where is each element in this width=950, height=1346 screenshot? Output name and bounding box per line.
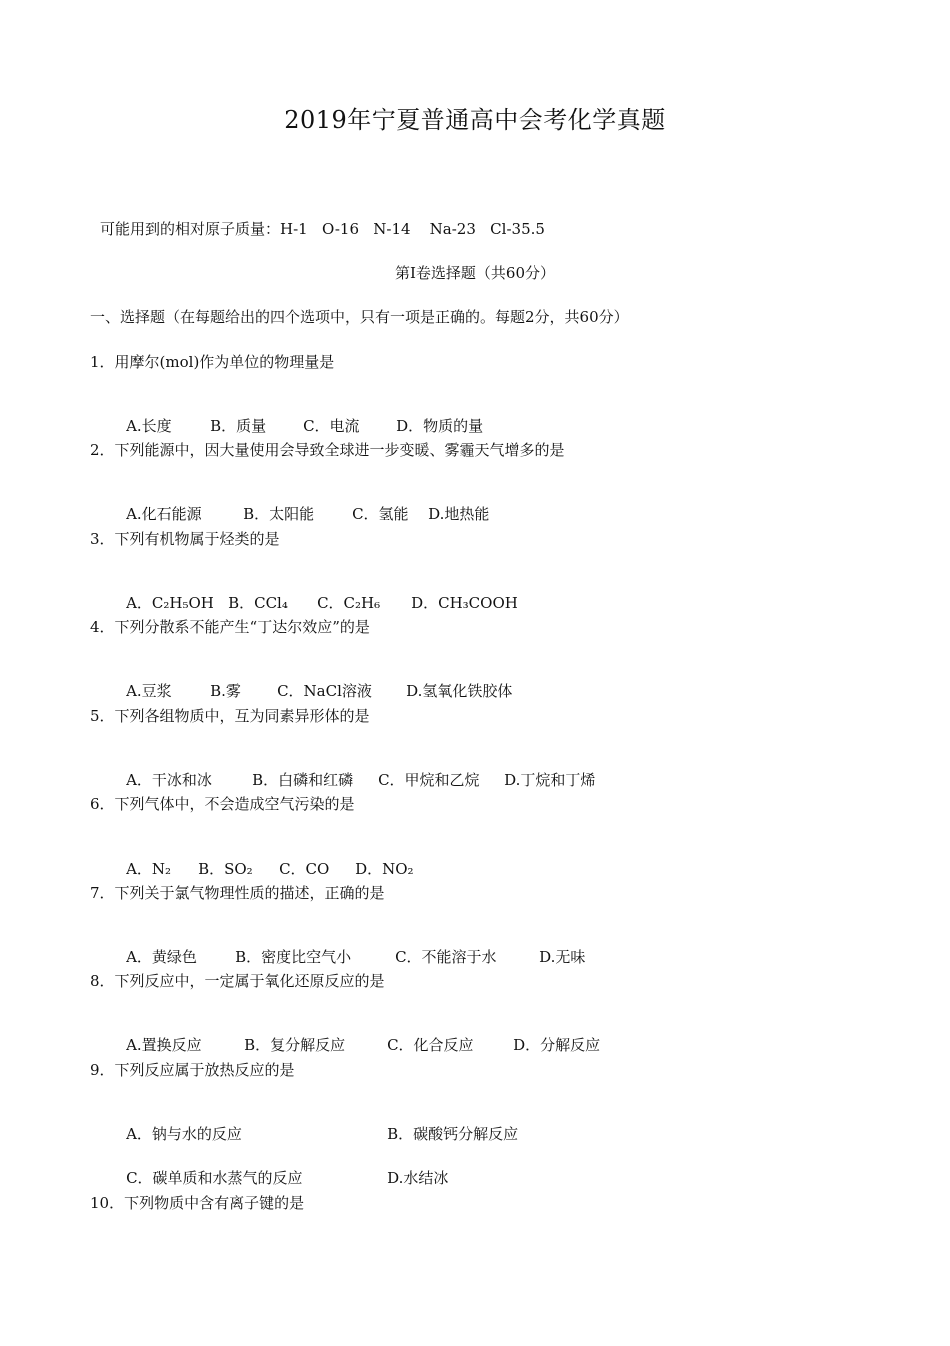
option: B．密度比空气小 (235, 948, 352, 966)
option: A.豆浆 (126, 682, 172, 700)
option: C．碳单质和水蒸气的反应 (126, 1169, 303, 1187)
option: D.地热能 (428, 505, 490, 523)
question-stem: 2．下列能源中，因大量使用会导致全球进一步变暖、雾霾天气增多的是 (90, 441, 565, 459)
option: A.化石能源 (126, 505, 202, 523)
option: A．钠与水的反应 (126, 1125, 242, 1143)
option: C．C₂H₆ (317, 594, 381, 612)
question-stem: 10．下列物质中含有离子键的是 (90, 1194, 305, 1212)
option: B．太阳能 (243, 505, 315, 523)
option: C．化合反应 (387, 1036, 474, 1054)
option: D.水结冰 (387, 1169, 449, 1187)
option: D．物质的量 (396, 417, 484, 435)
option: A.置换反应 (126, 1036, 202, 1054)
option: C．不能溶于水 (395, 948, 497, 966)
option: C．CO (279, 860, 330, 878)
option: C．氢能 (352, 505, 409, 523)
atomic-masses-note: 可能用到的相对原子质量：H-1 O-16 N-14 Na-23 Cl-35.5 (100, 220, 545, 238)
question-stem: 6．下列气体中，不会造成空气污染的是 (90, 795, 355, 813)
question-stem: 5．下列各组物质中，互为同素异形体的是 (90, 707, 370, 725)
option: B．白磷和红磷 (252, 771, 354, 789)
option: A.长度 (126, 417, 172, 435)
option: D.无味 (539, 948, 586, 966)
option: D．NO₂ (355, 860, 414, 878)
question-stem: 3．下列有机物属于烃类的是 (90, 530, 280, 548)
option: C．甲烷和乙烷 (378, 771, 480, 789)
section-title: 第Ⅰ卷选择题（共60分） (394, 264, 555, 282)
option: B．CCl₄ (228, 594, 288, 612)
option: C．NaCl溶液 (277, 682, 372, 700)
question-stem: 7．下列关于氯气物理性质的描述，正确的是 (90, 884, 385, 902)
option: B．碳酸钙分解反应 (387, 1125, 519, 1143)
question-stem: 1．用摩尔(mol)作为单位的物理量是 (90, 353, 335, 371)
question-stem: 8．下列反应中，一定属于氧化还原反应的是 (90, 972, 385, 990)
question-stem: 9．下列反应属于放热反应的是 (90, 1061, 295, 1079)
part-heading: 一、选择题（在每题给出的四个选项中，只有一项是正确的。每题2分，共60分） (90, 308, 629, 326)
option: D．CH₃COOH (411, 594, 518, 612)
question-stem: 4．下列分散系不能产生“丁达尔效应”的是 (90, 618, 370, 636)
option: D．分解反应 (513, 1036, 601, 1054)
option: B．质量 (210, 417, 267, 435)
option: A．N₂ (126, 860, 172, 878)
option: A．C₂H₅OH (126, 594, 214, 612)
option: B.雾 (210, 682, 241, 700)
option: B．复分解反应 (244, 1036, 346, 1054)
option: C．电流 (303, 417, 360, 435)
option: B．SO₂ (198, 860, 253, 878)
option: A．干冰和冰 (126, 771, 212, 789)
option: D.氢氧化铁胶体 (406, 682, 513, 700)
option: D.丁烷和丁烯 (504, 771, 596, 789)
option: A．黄绿色 (126, 948, 197, 966)
exam-title: 2019年宁夏普通高中会考化学真题 (284, 106, 666, 134)
